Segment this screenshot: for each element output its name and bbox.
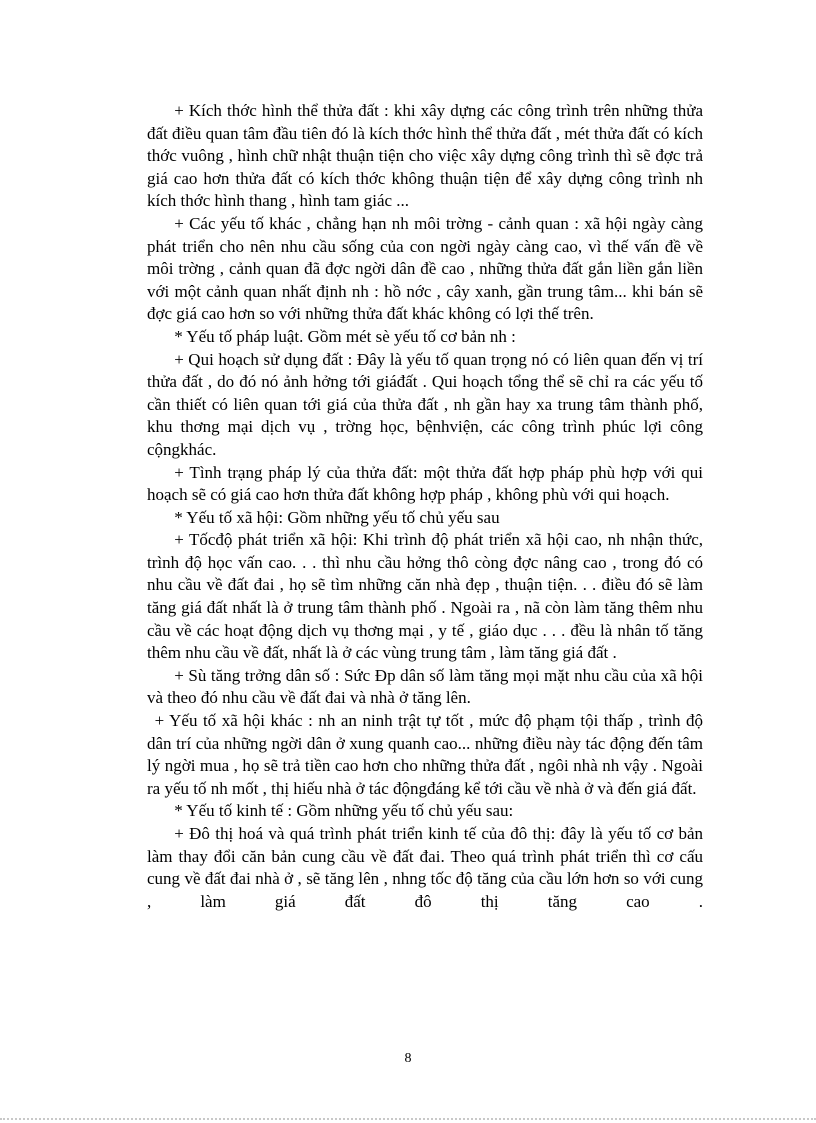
heading-economic-factors: * Yếu tố kinh tế : Gồm những yếu tố chủ yếu sau: xyxy=(174,801,514,821)
page-body xyxy=(147,100,703,913)
paragraph-other-factors: + Các yếu tố khác , chẳng hạn nh môi trờng - cảnh quan : xã hội ngày càng phát triển cho nên nhu cầu sống của con ngời ngày càng cao, vì thế vấn đề về môi trờng , cảnh quan đã đợc ngời dân đề cao , những thửa đất gắn liền gắn liền với một cảnh quan nhất định nh : hồ nớc , cây xanh, gần trung tâm... khi bán sẽ đợc giá cao hơn so với những thửa đất khác không có lợi thế trên. xyxy=(147,213,703,324)
page-number: 8 xyxy=(404,1051,412,1066)
paragraph-legal-status: + Tình trạng pháp lý của thửa đất: một thửa đất hợp pháp phù hợp với qui hoạch sẽ có giá cao hơn thửa đất không hợp pháp , không phù với qui hoạch. xyxy=(147,462,703,505)
paragraph-other-social-factors: + Yếu tố xã hội khác : nh an ninh trật tự tốt , mức độ phạm tội thấp , trình độ dân trí của những ngời dân ở xung quanh cao... những điều này tác động đến tâm lý ngời mua , họ sẽ trả tiền cao hơn cho những thửa đất , ngôi nhà nh vậy . Ngoài ra yếu tố nh mốt , thị hiếu nhà ở tác độngđáng kể tới cầu về nhà ở và đến giá đất. xyxy=(147,711,703,798)
heading-social-factors: * Yếu tố xã hội: Gồm những yếu tố chủ yếu sau xyxy=(174,507,500,527)
paragraph-social-development: + Tốcđộ phát triển xã hội: Khi trình độ phát triển xã hội cao, nh nhận thức, trình độ học vấn cao. . . thì nhu cầu hởng thô còng đợc nâng cao , trong đó có nhu cầu về đất đai , họ sẽ tìm những căn nhà đẹp , thuận tiện. . . điều đó sẽ làm tăng giá đất nhất là ở trung tâm thành phố . Ngoài ra , nã còn làm tăng thêm nhu cầu về các hoạt động dịch vụ thơng mại , y tế , giáo dục . . . đều là nhân tố tăng thêm nhu cầu về đất, nhất là ở các vùng trung tâm , làm tăng giá đất . xyxy=(147,530,703,663)
paragraph-lot-size: + Kích thớc hình thể thửa đất : khi xây dựng các công trình trên những thửa đất điều quan tâm đầu tiên đó là kích thớc hình thể thửa đất , mét thửa đất có kích thớc vuông , hình chữ nhật thuận tiện cho việc xây dựng công trình thì sẽ đợc trả giá cao hơn thửa đất có kích thớc không thuận tiện để xây dựng công trình nh kích thớc hình thang , hình tam giác ... xyxy=(147,101,703,211)
paragraph-urbanization: + Đô thị hoá và quá trình phát triển kinh tế của đô thị: đây là yếu tố cơ bản làm thay đổi căn bản cung cầu về đất đai. Theo quá trình phát triển thì cơ cấu cung về đất đai nhà ở , sẽ tăng lên , nhng tốc độ tăng của cầu lớn hơn so với cung , làm giá đất đô thị tăng cao . xyxy=(147,824,703,911)
page-bottom-border xyxy=(0,1118,816,1120)
heading-legal-factors: * Yếu tố pháp luật. Gồm mét sè yếu tố cơ bản nh : xyxy=(174,326,516,346)
paragraph-population-growth: + Sù tăng trởng dân số : Sức Đp dân số làm tăng mọi mặt nhu cầu của xã hội và theo đó nhu cầu về đất đai và nhà ở tăng lên. xyxy=(147,665,703,708)
paragraph-land-use-planning: + Qui hoạch sử dụng đất : Đây là yếu tố quan trọng nó có liên quan đến vị trí thửa đất , do đó nó ảnh hởng tới giáđất . Qui hoạch tổng thể sẽ chỉ ra các yếu tố cần thiết có liên quan tới giá của thửa đất , nh gần hay xa trung tâm thành phố, khu thơng mại dịch vụ , trờng học, bệnhviện, các công trình phúc lợi công cộngkhác. xyxy=(147,349,703,459)
